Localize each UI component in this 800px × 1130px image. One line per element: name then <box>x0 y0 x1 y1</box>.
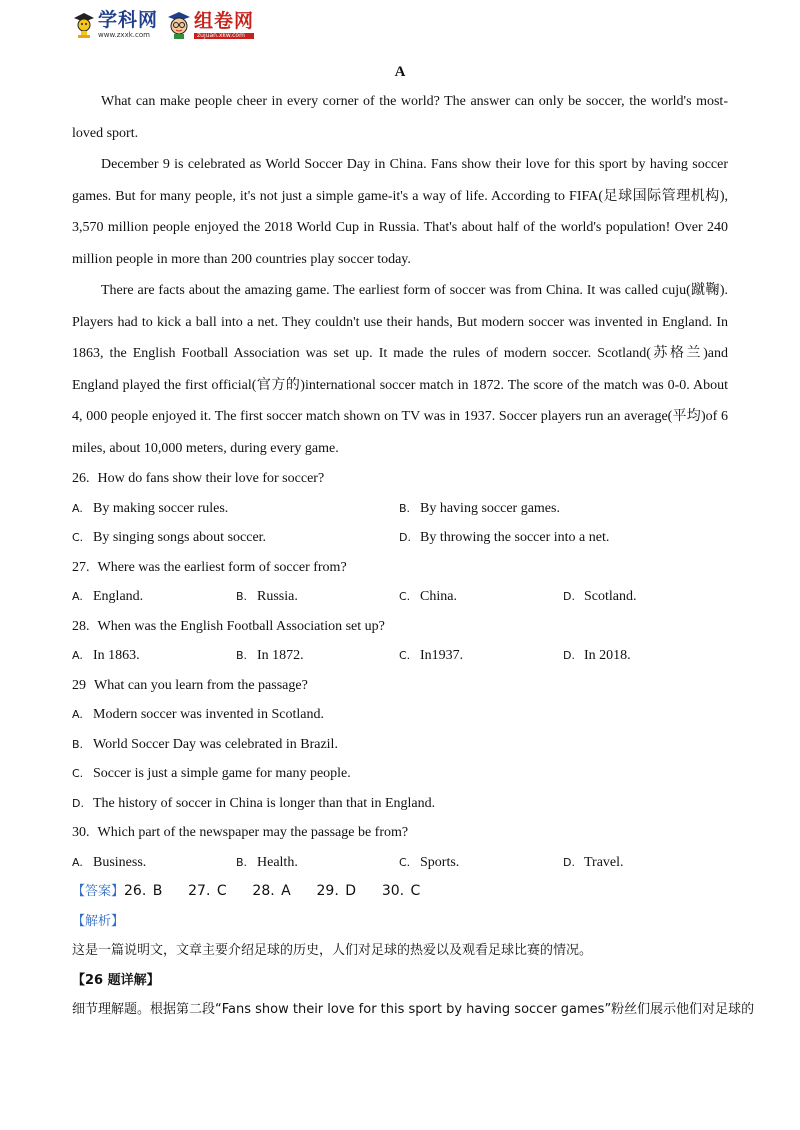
zujuan-logo <box>166 10 254 40</box>
option <box>399 641 463 671</box>
question-number: 27. <box>72 559 90 575</box>
answer-label: 【答案】 <box>72 884 125 899</box>
question-stem <box>72 818 728 848</box>
option-text: Scotland. <box>584 589 637 604</box>
option <box>563 848 624 878</box>
passage-paragraph: December 9 is celebrated as World Soccer Day in China. Fans show their love for this sport by having soccer games. But for many people, it's not just a simple game-it's a way of life. According to FIFA(足球国际管理机构), 3,570 million people enjoyed the 2018 World Cup in Russia. That's about half of the world's population! Over 240 million people in more than 200 countries play soccer today. <box>72 157 728 267</box>
option-letter: A. <box>72 590 83 603</box>
option-letter: B. <box>72 737 84 751</box>
question-text: What can you learn from the passage? <box>94 677 308 693</box>
question-text: How do fans show their love for soccer? <box>97 471 325 486</box>
option-letter: C. <box>399 649 411 662</box>
option-letter: D. <box>563 649 575 662</box>
passage-title: A <box>394 64 406 80</box>
option <box>399 494 560 524</box>
option-text: Modern soccer was invented in Scotland. <box>93 707 324 722</box>
option <box>399 848 459 878</box>
option-text: World Soccer Day was celebrated in Brazil. <box>93 736 338 752</box>
option-text: Russia. <box>257 589 298 604</box>
answer-line <box>72 877 728 907</box>
question-number: 29 <box>72 677 86 693</box>
option <box>72 759 728 789</box>
option-text: China. <box>420 589 457 604</box>
option-row <box>72 494 728 524</box>
option <box>72 641 140 671</box>
option <box>72 730 728 760</box>
passage-paragraph: There are facts about the amazing game. The earliest form of soccer was from China. It was called cuju(蹴鞠). Players had to kick a ball into a net. They couldn't use their hands, But modern soccer was invented in England. In 1863, the English Football Association was set up. It made the rules of modern soccer. Scotland(苏格兰)and England played the first official(官方的)international soccer match in 1872. The score of the match was 0-0. About 4, 000 people enjoyed it. The first soccer match shown on TV was in 1937. Soccer players run an average(平均)of 6 miles, about 10,000 meters, during every game. <box>72 283 728 456</box>
option <box>236 848 298 878</box>
question-text: Where was the earliest form of soccer from? <box>97 559 347 575</box>
analysis-summary: 这是一篇说明文，文章主要介绍足球的历史，人们对足球的热爱以及观看足球比赛的情况。 <box>72 943 593 958</box>
question-number: 28. <box>72 618 90 634</box>
option <box>399 523 609 553</box>
option-letter: B. <box>399 501 411 515</box>
detail-heading: 【26 题详解】 <box>72 972 160 988</box>
answer-values: 26. B 27. C 28. A 29. D 30. C <box>124 883 421 899</box>
option <box>563 641 631 671</box>
analysis-heading <box>72 907 728 937</box>
option-letter: D. <box>563 855 575 869</box>
logo-name: 组卷网 <box>194 9 255 32</box>
logo-name: 学科网 <box>98 9 159 31</box>
option-text: By throwing the soccer into a net. <box>420 530 610 545</box>
option-text: By making soccer rules. <box>93 500 229 516</box>
option-text: England. <box>93 589 144 604</box>
option-letter: B. <box>236 590 248 603</box>
option-letter: A. <box>72 501 83 515</box>
option-letter: D. <box>399 531 411 544</box>
option-letter: A. <box>72 649 83 662</box>
option <box>72 582 143 612</box>
passage-paragraph: What can make people cheer in every corner of the world? The answer can only be soccer, the world's most-loved sport. <box>72 94 728 141</box>
option-row <box>72 523 728 553</box>
option-letter: B. <box>236 855 248 869</box>
student-mascot-icon <box>166 10 192 40</box>
question-text: Which part of the newspaper may the passage be from? <box>97 825 409 840</box>
option-text: In 2018. <box>584 648 631 663</box>
option-letter: C. <box>72 531 84 544</box>
detail-text: 细节理解题。根据第二段“Fans show their love for this sport by having soccer games”粉丝们展示他们对足球的 <box>72 1002 755 1017</box>
option <box>399 582 457 612</box>
option-letter: D. <box>563 590 575 603</box>
option <box>563 582 637 612</box>
option <box>72 494 228 524</box>
logo-url: www.zxxk.com <box>98 31 150 39</box>
option-text: Health. <box>257 854 298 870</box>
option-letter: C. <box>399 590 411 603</box>
option-text: The history of soccer in China is longer than that in England. <box>93 795 436 811</box>
option-text: By singing songs about soccer. <box>93 530 267 545</box>
option-text: In 1863. <box>93 648 140 663</box>
option <box>72 700 728 730</box>
question-stem <box>72 553 728 583</box>
option-letter: C. <box>72 767 84 780</box>
question-stem <box>72 671 728 701</box>
option-letter: B. <box>236 649 248 662</box>
option <box>72 789 728 819</box>
option-letter: A. <box>72 855 83 869</box>
header-logos <box>72 10 254 50</box>
option-row <box>72 582 728 612</box>
question-number: 26. <box>72 471 90 486</box>
trophy-mascot-icon <box>72 10 96 40</box>
option-text: Soccer is just a simple game for many people. <box>93 766 351 781</box>
option-row <box>72 848 728 878</box>
question-stem <box>72 612 728 642</box>
option-text: In1937. <box>420 648 464 663</box>
option-text: In 1872. <box>257 648 304 663</box>
logo-url: zujuan.xkw.com <box>194 33 254 39</box>
document-body <box>72 86 755 1025</box>
option <box>236 582 298 612</box>
option-text: Travel. <box>584 854 624 870</box>
option-letter: C. <box>399 855 411 869</box>
option-letter: A. <box>72 708 83 721</box>
option-row <box>72 641 728 671</box>
option <box>72 848 146 878</box>
option <box>72 523 266 553</box>
question-number: 30. <box>72 825 90 840</box>
question-stem <box>72 464 728 494</box>
option-text: By having soccer games. <box>420 500 560 516</box>
option-letter: D. <box>72 796 84 810</box>
zxxk-logo <box>72 10 158 40</box>
option <box>236 641 304 671</box>
analysis-label: 【解析】 <box>72 913 125 929</box>
question-text: When was the English Football Association set up? <box>97 618 385 634</box>
option-text: Business. <box>93 854 147 870</box>
option-text: Sports. <box>420 854 460 870</box>
